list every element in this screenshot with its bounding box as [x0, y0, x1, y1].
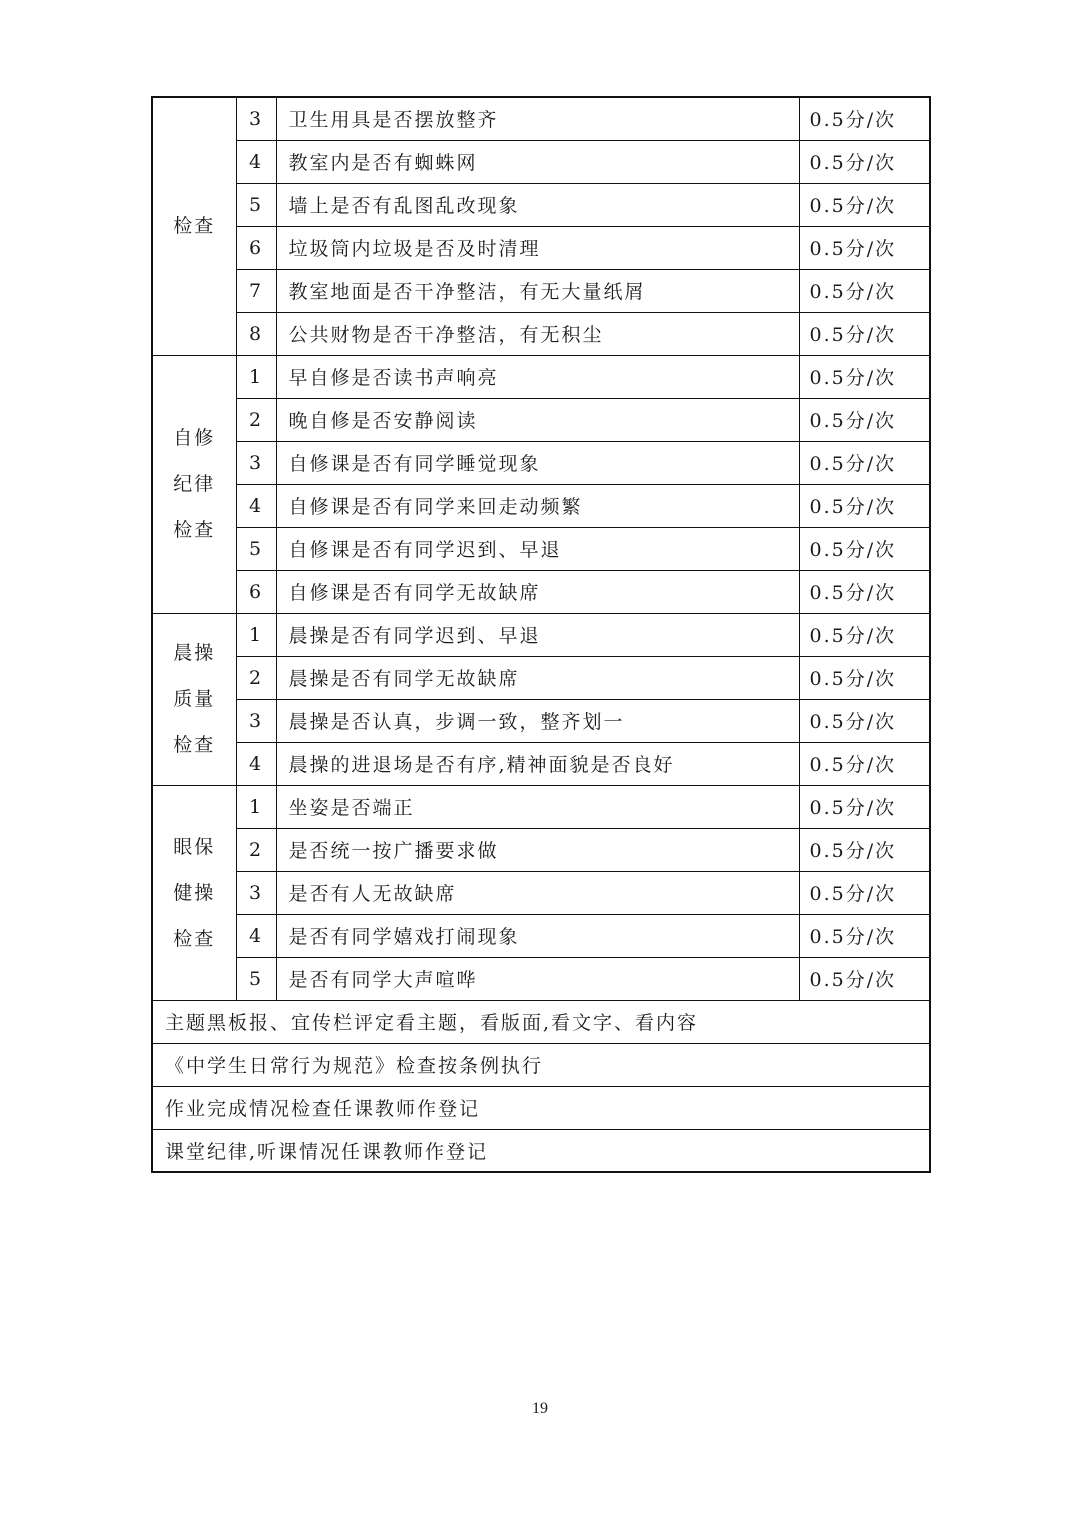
item-description: 垃圾筒内垃圾是否及时清理	[276, 226, 799, 269]
item-number: 1	[236, 613, 276, 656]
item-number: 8	[236, 312, 276, 355]
item-score: 0.5分/次	[799, 871, 930, 914]
item-description: 自修课是否有同学来回走动频繁	[276, 484, 799, 527]
item-description: 自修课是否有同学无故缺席	[276, 570, 799, 613]
category-label: 检查	[173, 215, 216, 238]
item-number: 3	[236, 699, 276, 742]
item-number: 4	[236, 914, 276, 957]
item-score: 0.5分/次	[799, 699, 930, 742]
category-label: 眼保	[173, 835, 216, 858]
item-description: 自修课是否有同学迟到、早退	[276, 527, 799, 570]
item-number: 1	[236, 355, 276, 398]
item-description: 卫生用具是否摆放整齐	[276, 97, 799, 140]
item-score: 0.5分/次	[799, 957, 930, 1000]
item-number: 3	[236, 97, 276, 140]
item-number: 4	[236, 742, 276, 785]
item-description: 是否统一按广播要求做	[276, 828, 799, 871]
table-row	[152, 183, 930, 226]
item-description: 教室地面是否干净整洁，有无大量纸屑	[276, 269, 799, 312]
item-score: 0.5分/次	[799, 355, 930, 398]
item-description: 晨操是否认真，步调一致，整齐划一	[276, 699, 799, 742]
note-row	[152, 1129, 930, 1172]
item-score: 0.5分/次	[799, 97, 930, 140]
table-row	[152, 613, 930, 656]
table-row	[152, 957, 930, 1000]
table-row	[152, 871, 930, 914]
item-number: 2	[236, 656, 276, 699]
item-number: 1	[236, 785, 276, 828]
category-cell	[152, 613, 236, 785]
item-score: 0.5分/次	[799, 484, 930, 527]
note-row	[152, 1043, 930, 1086]
item-number: 2	[236, 398, 276, 441]
table-row	[152, 699, 930, 742]
item-score: 0.5分/次	[799, 269, 930, 312]
table-row	[152, 914, 930, 957]
table-row	[152, 140, 930, 183]
table-row	[152, 656, 930, 699]
item-number: 5	[236, 183, 276, 226]
table-row	[152, 570, 930, 613]
item-description: 晚自修是否安静阅读	[276, 398, 799, 441]
item-number: 6	[236, 570, 276, 613]
category-label: 检查	[173, 734, 216, 756]
item-score: 0.5分/次	[799, 914, 930, 957]
item-score: 0.5分/次	[799, 656, 930, 699]
table-row	[152, 785, 930, 828]
note-text: 作业完成情况检查任课教师作登记	[152, 1086, 930, 1129]
category-cell	[152, 785, 236, 1000]
item-description: 是否有同学大声喧哗	[276, 957, 799, 1000]
item-number: 4	[236, 484, 276, 527]
item-score: 0.5分/次	[799, 570, 930, 613]
inspection-table	[151, 96, 931, 1173]
item-number: 6	[236, 226, 276, 269]
table-row	[152, 398, 930, 441]
item-number: 3	[236, 871, 276, 914]
category-label: 健操	[173, 881, 216, 904]
note-text: 课堂纪律,听课情况任课教师作登记	[152, 1129, 930, 1172]
item-score: 0.5分/次	[799, 398, 930, 441]
item-score: 0.5分/次	[799, 828, 930, 871]
page-number: 19	[532, 1400, 548, 1417]
category-label: 检查	[173, 519, 216, 541]
category-label: 检查	[173, 927, 216, 950]
item-description: 早自修是否读书声响亮	[276, 355, 799, 398]
category-label: 质量	[173, 688, 216, 710]
note-row	[152, 1086, 930, 1129]
item-score: 0.5分/次	[799, 527, 930, 570]
item-number: 3	[236, 441, 276, 484]
item-number: 5	[236, 527, 276, 570]
item-description: 坐姿是否端正	[276, 785, 799, 828]
item-number: 2	[236, 828, 276, 871]
table-row	[152, 97, 930, 140]
table-row	[152, 828, 930, 871]
item-score: 0.5分/次	[799, 785, 930, 828]
item-description: 自修课是否有同学睡觉现象	[276, 441, 799, 484]
category-label: 自修	[173, 427, 216, 449]
item-description: 晨操是否有同学迟到、早退	[276, 613, 799, 656]
note-text: 主题黑板报、宜传栏评定看主题，看版面,看文字、看内容	[152, 1000, 930, 1043]
item-description: 是否有人无故缺席	[276, 871, 799, 914]
item-number: 5	[236, 957, 276, 1000]
category-label: 纪律	[173, 473, 216, 495]
item-number: 4	[236, 140, 276, 183]
item-description: 晨操的进退场是否有序,精神面貌是否良好	[276, 742, 799, 785]
table-row	[152, 226, 930, 269]
note-row	[152, 1000, 930, 1043]
item-score: 0.5分/次	[799, 183, 930, 226]
item-description: 墙上是否有乱图乱改现象	[276, 183, 799, 226]
inspection-table-body	[152, 97, 930, 1172]
note-text: 《中学生日常行为规范》检查按条例执行	[152, 1043, 930, 1086]
item-score: 0.5分/次	[799, 441, 930, 484]
table-row	[152, 355, 930, 398]
item-score: 0.5分/次	[799, 613, 930, 656]
table-row	[152, 484, 930, 527]
item-description: 公共财物是否干净整洁，有无积尘	[276, 312, 799, 355]
category-cell	[152, 97, 236, 355]
item-score: 0.5分/次	[799, 226, 930, 269]
item-description: 教室内是否有蜘蛛网	[276, 140, 799, 183]
item-number: 7	[236, 269, 276, 312]
category-label: 晨操	[173, 642, 216, 664]
item-description: 晨操是否有同学无故缺席	[276, 656, 799, 699]
table-row	[152, 742, 930, 785]
item-score: 0.5分/次	[799, 312, 930, 355]
item-description: 是否有同学嬉戏打闹现象	[276, 914, 799, 957]
table-row	[152, 527, 930, 570]
item-score: 0.5分/次	[799, 742, 930, 785]
table-row	[152, 269, 930, 312]
item-score: 0.5分/次	[799, 140, 930, 183]
category-cell	[152, 355, 236, 613]
table-row	[152, 312, 930, 355]
table-row	[152, 441, 930, 484]
